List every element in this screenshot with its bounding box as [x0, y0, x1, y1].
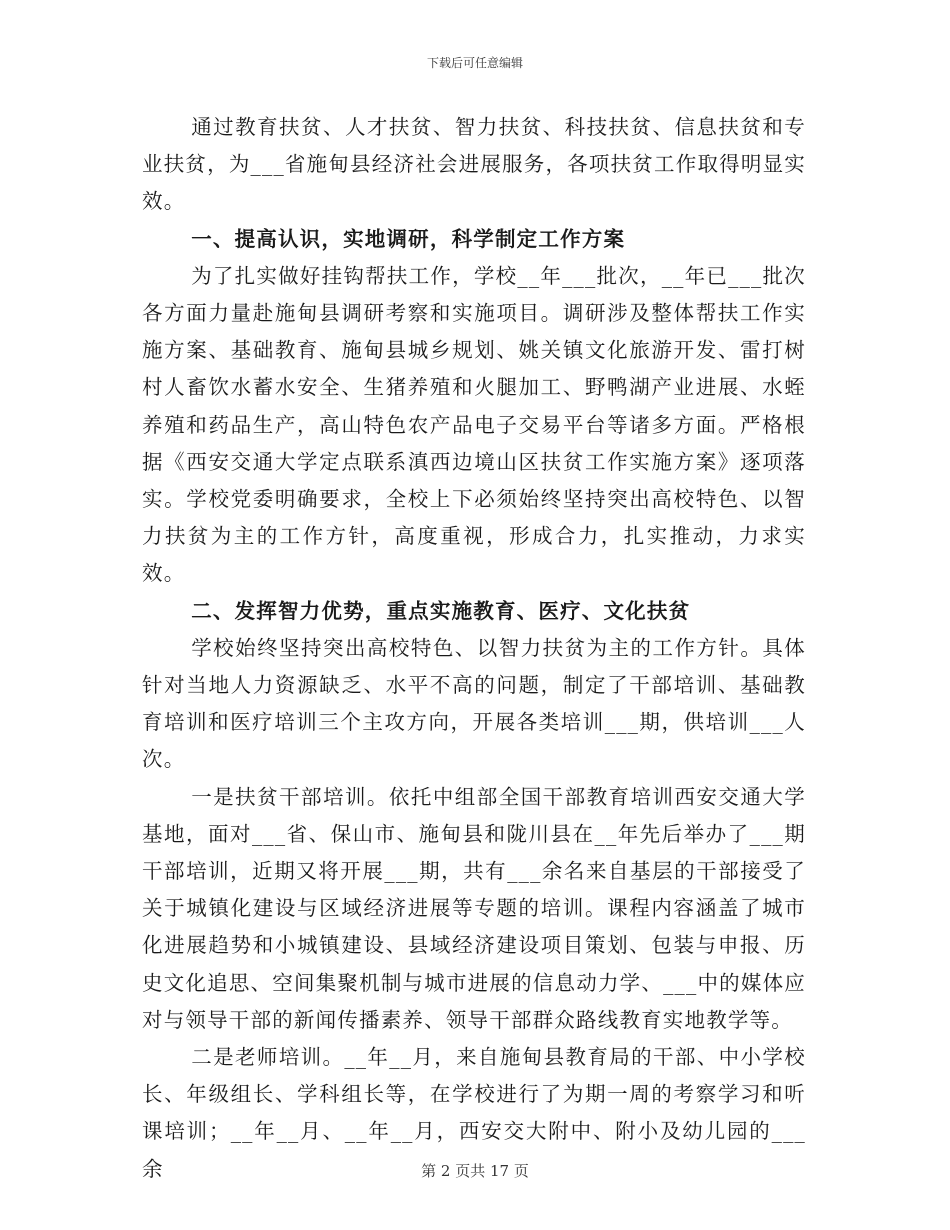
page-number: 第 2 页共 17 页: [421, 1162, 529, 1180]
document-body: [142, 109, 806, 1188]
paragraph-cadre-training: 一是扶贫干部培训。依托中组部全国干部教育培训西安交通大学基地，面对___省、保山市、施甸县和陇川县在__年先后举办了___期干部培训，近期又将开展___期，共有___余名来自基层的干部接受了关于城镇化建设与区域经济进展等专题的培训。课程内容涵盖了城市化进展趋势和小城镇建设、县域经济建设项目策划、包装与申报、历史文化追思、空间集聚机制与城市进展的信息动力学、___中的媒体应对与领导干部的新闻传播素养、领导干部群众路线教育实地教学等。: [142, 784, 806, 1032]
paragraph-intro: 通过教育扶贫、人才扶贫、智力扶贫、科技扶贫、信息扶贫和专业扶贫，为___省施甸县经济社会进展服务，各项扶贫工作取得明显实效。: [142, 115, 806, 214]
paragraph-section-1: 为了扎实做好挂钩帮扶工作，学校__年___批次，__年已___批次各方面力量赴施甸县调研考察和实施项目。调研涉及整体帮扶工作实施方案、基础教育、施甸县城乡规划、姚关镇文化旅游开发、雷打树村人畜饮水蓄水安全、生猪养殖和火腿加工、野鸭湖产业进展、水蛭养殖和药品生产，高山特色农产品电子交易平台等诸多方面。严格根据《西安交通大学定点联系滇西边境山区扶贫工作实施方案》逐项落实。学校党委明确要求，全校上下必须始终坚持突出高校特色、以智力扶贫为主的工作方针，高度重视，形成合力，扎实推动，力求实效。: [142, 263, 806, 586]
section-heading-2: 二、发挥智力优势，重点实施教育、医疗、文化扶贫: [191, 598, 691, 623]
paragraph-section-2: 学校始终坚持突出高校特色、以智力扶贫为主的工作方针。具体针对当地人力资源缺乏、水平不高的问题，制定了干部培训、基础教育培训和医疗培训三个主攻方向，开展各类培训___期，供培训___人次。: [142, 635, 806, 772]
section-heading-1: 一、提高认识，实地调研，科学制定工作方案: [191, 226, 626, 251]
page-header: 下载后可任意编辑: [426, 56, 523, 70]
paragraph-teacher-training: 二是老师培训。__年__月，来自施甸县教育局的干部、中小学校长、年级组长、学科组长等，在学校进行了为期一周的考察学习和听课培训；__年__月、__年__月，西安交大附中、附小及幼儿园的___余: [142, 1045, 806, 1181]
